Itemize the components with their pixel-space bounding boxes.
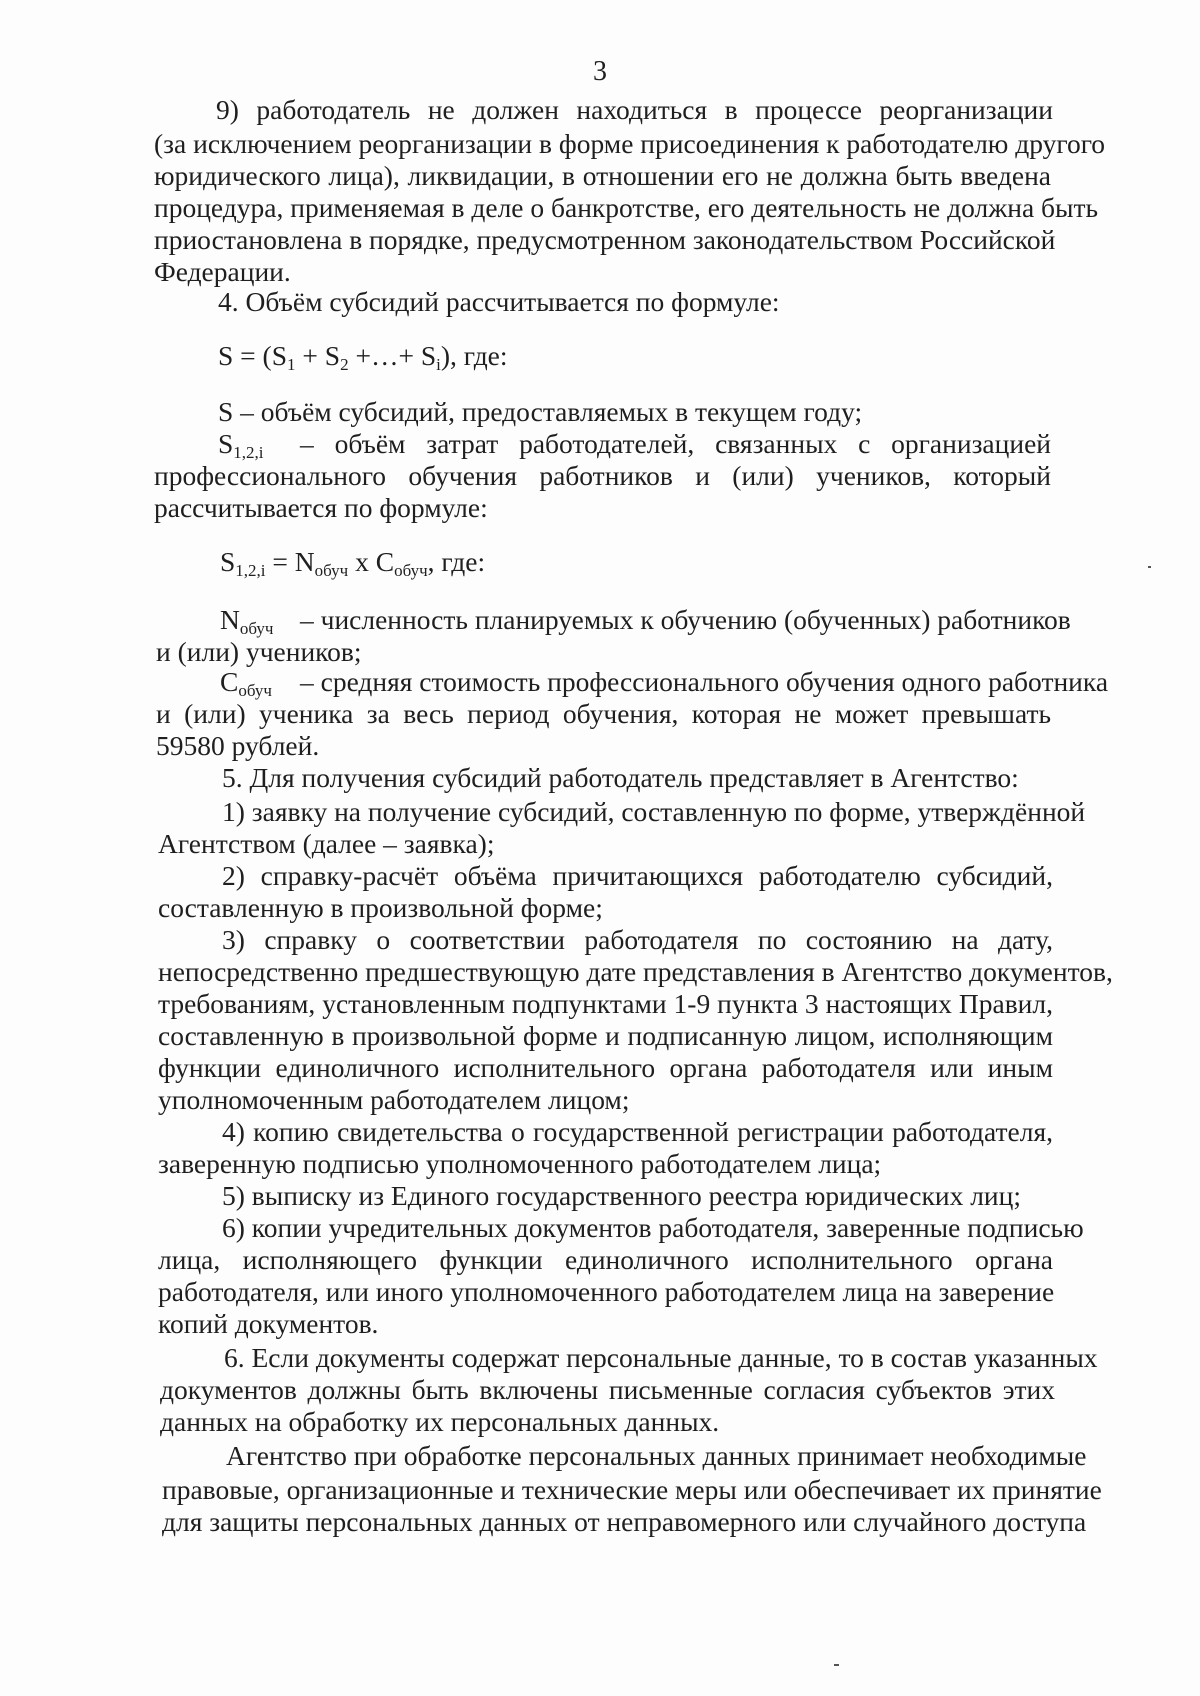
symbol-c: $C_{обуч}$ <box>220 666 272 700</box>
text-line: непосредственно предшествующую дате представления в Агентство документов, <box>158 956 1113 987</box>
text-line: составленную в произвольной форме и подписанную лицом, исполняющим <box>158 1020 1053 1051</box>
text-line: профессионального обучения работников и (или) учеников, который <box>154 460 1051 491</box>
text-line: S – объём субсидий, предоставляемых в текущем году; <box>218 396 863 427</box>
text-line: 4. Объём субсидий рассчитывается по формуле: <box>218 286 780 317</box>
formula-sum: $S = (S_1 + S_2$ +…+ $S_i$), где: <box>218 340 508 374</box>
text-line: составленную в произвольной форме; <box>158 892 603 923</box>
text-line: заверенную подписью уполномоченного работодателем лица; <box>158 1148 882 1179</box>
page-number: 3 <box>593 56 607 87</box>
text-line: документов должны быть включены письменные согласия субъектов этих <box>160 1374 1055 1405</box>
text-line: Агентством (далее – заявка); <box>158 828 495 859</box>
text-line: 4) копию свидетельства о государственной регистрации работодателя, <box>222 1116 1053 1147</box>
text-line: работодателя, или иного уполномоченного работодателем лица на заверение <box>158 1276 1055 1307</box>
text-line: процедура, применяемая в деле о банкротстве, его деятельность не должна быть <box>154 192 1099 223</box>
text-line: приостановлена в порядке, предусмотренном законодательством Российской <box>154 224 1056 255</box>
symbol-s: $S_{1,2,i}$ <box>218 428 264 462</box>
text-line: Агентство при обработке персональных данных принимает необходимые <box>226 1440 1087 1471</box>
text-line: и (или) учеников; <box>156 636 362 667</box>
text-line: – объём затрат работодателей, связанных с организацией <box>300 428 1051 459</box>
text-line: лица, исполняющего функции единоличного исполнительного органа <box>158 1244 1053 1275</box>
text-line: требованиям, установленным подпунктами 1-9 пункта 3 настоящих Правил, <box>158 988 1053 1019</box>
scan-speck <box>834 1664 839 1666</box>
text-line: юридического лица), ликвидации, в отношении его не должна быть введена <box>154 160 1051 191</box>
text-line: 6. Если документы содержат персональные данные, то в состав указанных <box>224 1342 1098 1373</box>
text-line: – численность планируемых к обучению (обученных) работников <box>300 604 1071 635</box>
text-line: копий документов. <box>158 1308 379 1339</box>
text-line: 5) выписку из Единого государственного реестра юридических лиц; <box>222 1180 1022 1211</box>
text-line: и (или) ученика за весь период обучения, которая не может превышать <box>156 698 1051 729</box>
text-line: 59580 рублей. <box>156 730 320 761</box>
text-line: – средняя стоимость профессионального обучения одного работника <box>300 666 1109 697</box>
text-line: Федерации. <box>154 256 291 287</box>
text-line: 3) справку о соответствии работодателя по состоянию на дату, <box>222 924 1053 955</box>
text-line: функции единоличного исполнительного органа работодателя или иным <box>158 1052 1053 1083</box>
text-line: 9) работодатель не должен находиться в процессе реорганизации <box>216 94 1053 125</box>
formula-cost: $S_{1,2,i} = N_{обуч}$ x $C_{обуч}$, где: <box>220 546 486 580</box>
text-line: 6) копии учредительных документов работодателя, заверенные подписью <box>222 1212 1084 1243</box>
text-line: 1) заявку на получение субсидий, составленную по форме, утверждённой <box>222 796 1086 827</box>
text-line: для защиты персональных данных от неправомерного или случайного доступа <box>162 1506 1087 1537</box>
text-line: 2) справку-расчёт объёма причитающихся работодателю субсидий, <box>222 860 1053 891</box>
text-line: рассчитывается по формуле: <box>154 492 488 523</box>
text-line: правовые, организационные и технические меры или обеспечивает их принятие <box>162 1474 1102 1505</box>
text-line: уполномоченным работодателем лицом; <box>158 1084 630 1115</box>
text-line: данных на обработку их персональных данных. <box>160 1406 720 1437</box>
text-line: (за исключением реорганизации в форме присоединения к работодателю другого <box>154 128 1106 159</box>
symbol-n: $N_{обуч}$ <box>220 604 274 638</box>
text-line: 5. Для получения субсидий работодатель представляет в Агентство: <box>222 762 1019 793</box>
scan-speck <box>1148 566 1151 568</box>
